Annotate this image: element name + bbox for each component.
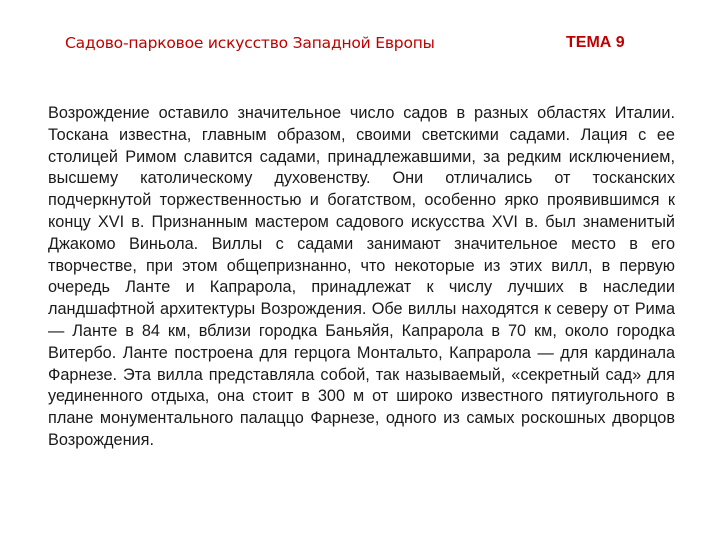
body-paragraph: Возрождение оставило значительное число садов в разных областях Италии. Тоскана известна, главным образом, своими светскими садами. Лация с ее столицей Римом славится садами, принадлежавшими, за редким исключением, высшему католическому духовенству. Они отличались от тосканских подчеркнутой торжественностью и богатством, особенно ярко проявившимся к концу XVI в. Признанным мастером садового искусства XVI в. был знаменитый Джакомо Виньола. Виллы с садами занимают значительное место в его творчестве, при этом общепризнанно, что некоторые из этих вилл, в первую очередь Ланте и Капрарола, принадлежат к числу лучших в наследии ландшафтной архитектуры Возрождения. Обе виллы находятся к северу от Рима — Ланте в 84 км, вблизи городка Баньяйя, Капрарола в 70 км, около городка Витербо. Ланте построена для герцога Монтальто, Капрарола — для кардинала Фарнезе. Эта вилла представляла собой, так называемый, «секретный сад» для уединенного отдыха, она стоит в 300 м от широко известного пятиугольного в плане монументального палаццо Фарнезе, одного из самых роскошных дворцов Возрождения.: [48, 104, 675, 449]
topic-label: ТЕМА 9: [566, 34, 625, 51]
slide-title: Садово-парковое искусство Западной Европы: [65, 34, 435, 52]
